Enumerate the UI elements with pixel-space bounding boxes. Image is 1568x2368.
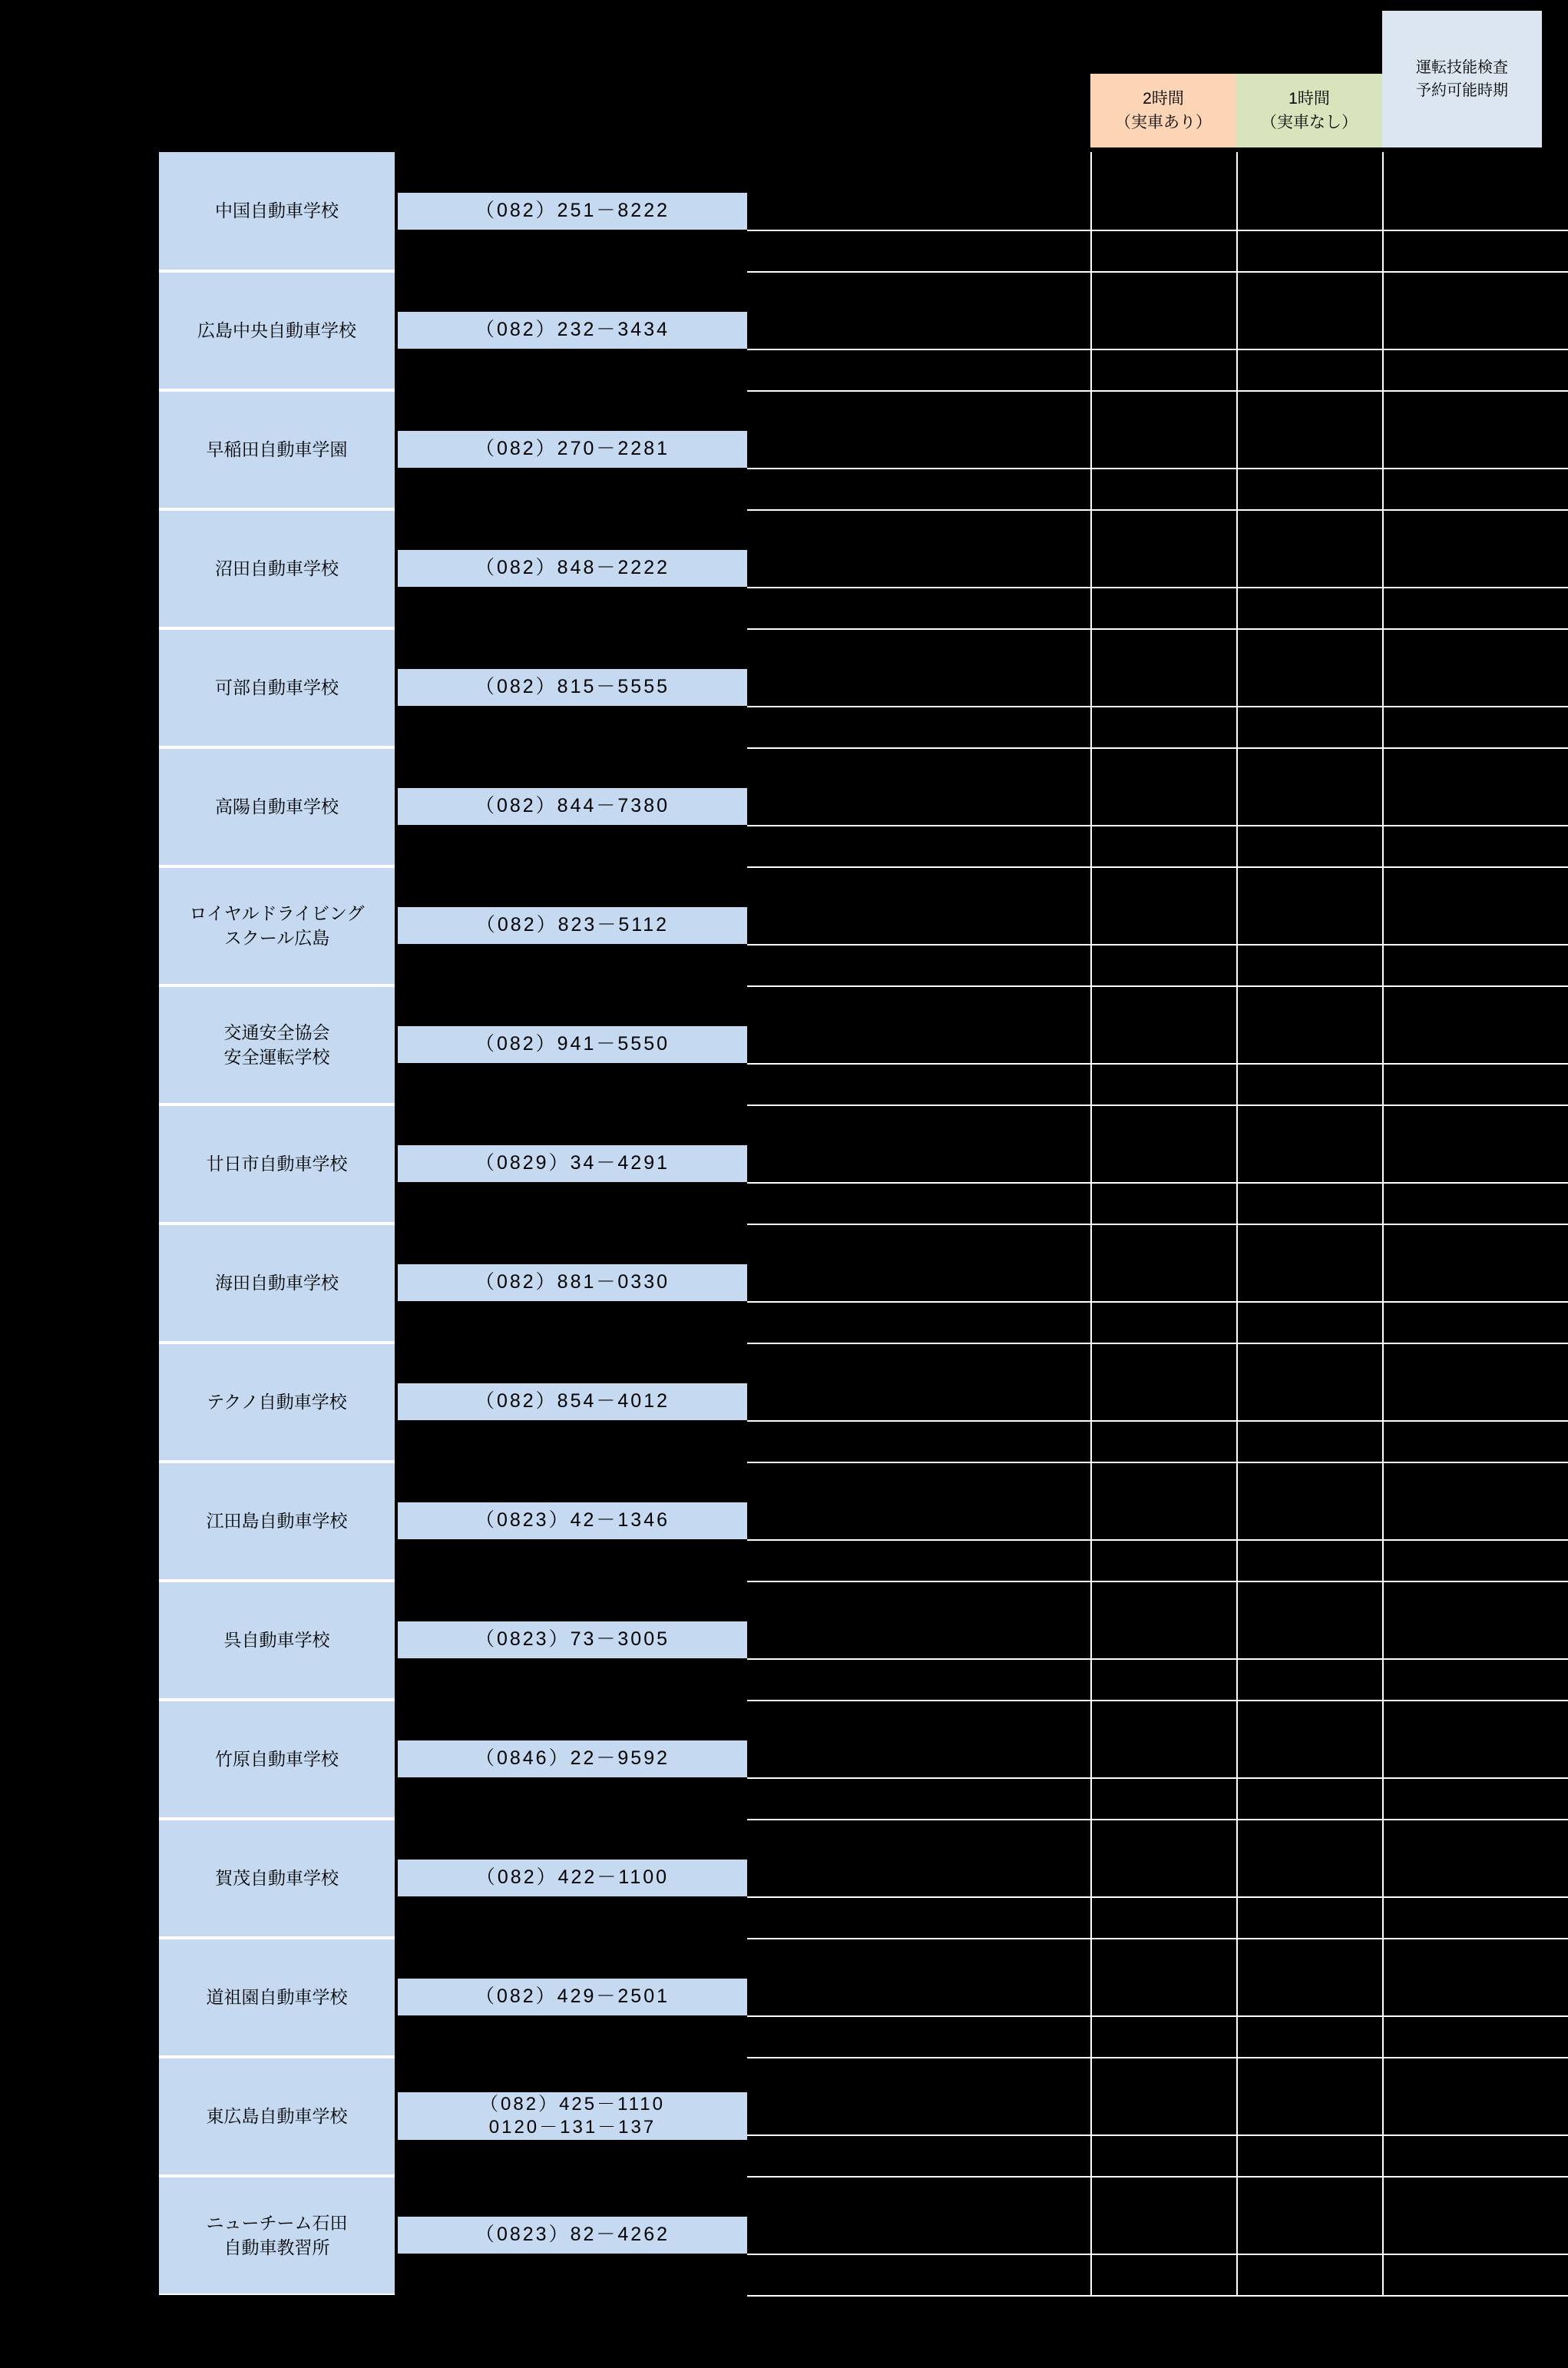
school-phone-line: （082）251－8222 [475, 200, 670, 222]
column-divider [1382, 985, 1384, 1105]
column-divider [1090, 1105, 1092, 1224]
school-name-line: 東広島自動車学校 [206, 2105, 348, 2126]
table-row [159, 1343, 1533, 1462]
school-name-cell [159, 747, 395, 866]
school-phone-line: （082）844－7380 [475, 795, 670, 817]
column-divider [1090, 1700, 1092, 1819]
school-phone-cell [398, 312, 747, 349]
school-name-cell [159, 1224, 395, 1343]
school-phone-cell [398, 1621, 747, 1658]
column-divider [1236, 1224, 1238, 1343]
school-name-cell [159, 1343, 395, 1462]
school-name-cell [159, 866, 395, 985]
legend-one-hour-line1: 1時間 [1288, 89, 1330, 108]
column-divider [1090, 509, 1092, 628]
column-divider [1090, 152, 1092, 271]
school-name-cell [159, 390, 395, 509]
row-divider [747, 2254, 1568, 2255]
row-divider [747, 587, 1568, 588]
legend-one-hour [1236, 74, 1382, 147]
table-row [159, 1700, 1533, 1819]
school-name-line: 沼田自動車学校 [215, 558, 339, 578]
row-divider [747, 1063, 1568, 1065]
school-name-cell [159, 1581, 395, 1700]
legend-two-hour-line1: 2時間 [1143, 89, 1184, 108]
school-phone-cell [398, 550, 747, 587]
row-divider [747, 1301, 1568, 1303]
table-row [159, 1938, 1533, 2057]
column-divider [1382, 2176, 1384, 2295]
school-phone-cell [398, 431, 747, 468]
school-name-line: ニューチーム石田 [206, 2213, 348, 2234]
row-divider [747, 1539, 1568, 1541]
column-divider [1382, 509, 1384, 628]
table-row [159, 2176, 1533, 2295]
row-divider [747, 2135, 1568, 2136]
school-name-line: 竹原自動車学校 [215, 1748, 339, 1769]
legend-two-hour-line2: （実車あり） [1115, 114, 1212, 131]
row-divider [747, 2015, 1568, 2017]
column-divider [1236, 1819, 1238, 1938]
legend-reservation-period [1382, 11, 1542, 147]
column-divider [1090, 1343, 1092, 1462]
school-name-cell [159, 628, 395, 747]
column-divider [1382, 1700, 1384, 1819]
school-name-cell [159, 1462, 395, 1581]
column-divider [1236, 509, 1238, 628]
column-divider [1382, 1581, 1384, 1700]
school-phone-line: （0823）82－4262 [475, 2224, 670, 2246]
school-phone-line: （082）854－4012 [475, 1390, 670, 1413]
row-divider [747, 706, 1568, 707]
school-phone-cell [398, 1026, 747, 1063]
column-divider [1236, 866, 1238, 985]
table-row [159, 271, 1533, 390]
legend-header [1090, 11, 1542, 147]
legend-two-hour [1090, 74, 1236, 147]
school-name-cell [159, 1700, 395, 1819]
column-divider [1236, 2176, 1238, 2295]
school-phone-line: （0823）73－3005 [475, 1628, 670, 1651]
column-divider [1090, 1819, 1092, 1938]
school-phone-cell [398, 2092, 747, 2140]
column-divider [1090, 1224, 1092, 1343]
column-divider [1382, 1105, 1384, 1224]
school-phone-line: （082）232－3434 [475, 319, 670, 341]
table-row [159, 2057, 1533, 2176]
school-phone-line: 0120－131－137 [488, 2117, 657, 2138]
school-phone-cell [398, 1502, 747, 1539]
school-phone-line: （082）823－5112 [475, 914, 670, 936]
column-divider [1382, 866, 1384, 985]
school-name-cell [159, 152, 395, 271]
row-divider [747, 2295, 1568, 2297]
school-name-line: 安全運転学校 [223, 1046, 330, 1067]
school-phone-cell [398, 1979, 747, 2015]
school-phone-cell [398, 669, 747, 706]
school-name-cell [159, 509, 395, 628]
school-name-cell [159, 271, 395, 390]
table-row [159, 747, 1533, 866]
school-phone-line: （082）425－1110 [480, 2094, 665, 2115]
school-phone-cell [398, 788, 747, 825]
column-divider [1090, 1938, 1092, 2057]
row-divider [747, 825, 1568, 826]
school-name-line: 早稲田自動車学園 [206, 439, 348, 459]
column-divider [1236, 1105, 1238, 1224]
table-row [159, 390, 1533, 509]
column-divider [1090, 1581, 1092, 1700]
column-divider [1090, 866, 1092, 985]
column-divider [1090, 271, 1092, 390]
school-name-line: スクール広島 [223, 927, 330, 948]
school-name-line: ロイヤルドライビング [189, 903, 365, 924]
school-name-line: 交通安全協会 [223, 1022, 330, 1043]
column-divider [1382, 152, 1384, 271]
column-divider [1090, 747, 1092, 866]
school-name-line: 広島中央自動車学校 [197, 320, 356, 340]
table-row [159, 1224, 1533, 1343]
column-divider [1236, 1581, 1238, 1700]
school-name-line: 可部自動車学校 [215, 677, 339, 697]
table-row [159, 152, 1533, 271]
column-divider [1090, 1462, 1092, 1581]
column-divider [1382, 271, 1384, 390]
school-phone-cell [398, 907, 747, 944]
school-phone-line: （082）422－1100 [475, 1866, 670, 1889]
school-name-line: 自動車教習所 [223, 2237, 330, 2257]
column-divider [1090, 2057, 1092, 2176]
row-divider [747, 1658, 1568, 1660]
column-divider [1236, 1938, 1238, 2057]
school-name-line: 江田島自動車学校 [206, 1510, 348, 1531]
row-divider [747, 944, 1568, 946]
school-phone-cell [398, 2217, 747, 2254]
column-divider [1382, 747, 1384, 866]
school-phone-cell [398, 1383, 747, 1420]
row-divider [747, 230, 1568, 231]
column-divider [1382, 2057, 1384, 2176]
school-phone-cell [398, 1740, 747, 1777]
column-divider [1382, 1462, 1384, 1581]
table-row [159, 1462, 1533, 1581]
school-name-line: 賀茂自動車学校 [215, 1867, 339, 1888]
driving-school-table [159, 152, 1533, 2295]
row-divider [747, 349, 1568, 350]
school-name-cell [159, 2176, 395, 2295]
school-name-cell [159, 985, 395, 1105]
school-name-line: テクノ自動車学校 [207, 1391, 347, 1412]
table-row [159, 985, 1533, 1105]
column-divider [1382, 628, 1384, 747]
row-divider [747, 468, 1568, 469]
school-phone-line: （0823）42－1346 [475, 1509, 670, 1532]
row-divider [747, 1777, 1568, 1779]
school-phone-cell [398, 193, 747, 230]
column-divider [1236, 2057, 1238, 2176]
row-divider [747, 1182, 1568, 1184]
column-divider [1236, 1343, 1238, 1462]
school-phone-cell [398, 1860, 747, 1896]
table-row [159, 1819, 1533, 1938]
school-phone-cell [398, 1145, 747, 1182]
legend-one-hour-line2: （実車なし） [1261, 114, 1358, 131]
school-name-cell [159, 2057, 395, 2176]
school-name-line: 高陽自動車学校 [215, 796, 339, 816]
column-divider [1382, 1819, 1384, 1938]
column-divider [1382, 1224, 1384, 1343]
school-name-cell [159, 1105, 395, 1224]
school-phone-line: （082）815－5555 [475, 676, 670, 698]
column-divider [1090, 2176, 1092, 2295]
column-divider [1236, 152, 1238, 271]
column-divider [1382, 390, 1384, 509]
school-phone-line: （082）941－5550 [475, 1033, 670, 1055]
table-row [159, 509, 1533, 628]
column-divider [1236, 271, 1238, 390]
school-phone-line: （082）270－2281 [475, 438, 670, 460]
legend-period-line1: 運転技能検査 [1416, 59, 1508, 76]
table-row [159, 1105, 1533, 1224]
table-row [159, 628, 1533, 747]
school-name-cell [159, 1938, 395, 2057]
column-divider [1382, 1938, 1384, 2057]
row-divider [747, 1896, 1568, 1898]
school-phone-line: （0846）22－9592 [475, 1747, 670, 1770]
school-phone-line: （082）429－2501 [475, 1985, 670, 2008]
school-name-line: 廿日市自動車学校 [206, 1153, 348, 1174]
column-divider [1382, 1343, 1384, 1462]
school-name-line: 海田自動車学校 [215, 1272, 339, 1293]
school-phone-line: （082）848－2222 [475, 557, 670, 579]
column-divider [1236, 985, 1238, 1105]
column-divider [1090, 985, 1092, 1105]
school-phone-cell [398, 1264, 747, 1301]
column-divider [1236, 390, 1238, 509]
school-phone-line: （082）881－0330 [475, 1271, 670, 1293]
school-phone-line: （0829）34－4291 [475, 1152, 670, 1174]
table-row [159, 1581, 1533, 1700]
column-divider [1236, 1462, 1238, 1581]
column-divider [1090, 390, 1092, 509]
school-name-cell [159, 1819, 395, 1938]
column-divider [1236, 628, 1238, 747]
table-row [159, 866, 1533, 985]
column-divider [1236, 1700, 1238, 1819]
column-divider [1236, 747, 1238, 866]
column-divider [1090, 628, 1092, 747]
legend-period-line2: 予約可能時期 [1416, 82, 1508, 99]
school-name-line: 中国自動車学校 [215, 200, 339, 220]
school-name-line: 呉自動車学校 [223, 1629, 330, 1650]
row-divider [747, 1420, 1568, 1422]
school-name-line: 道祖園自動車学校 [206, 1986, 348, 2007]
